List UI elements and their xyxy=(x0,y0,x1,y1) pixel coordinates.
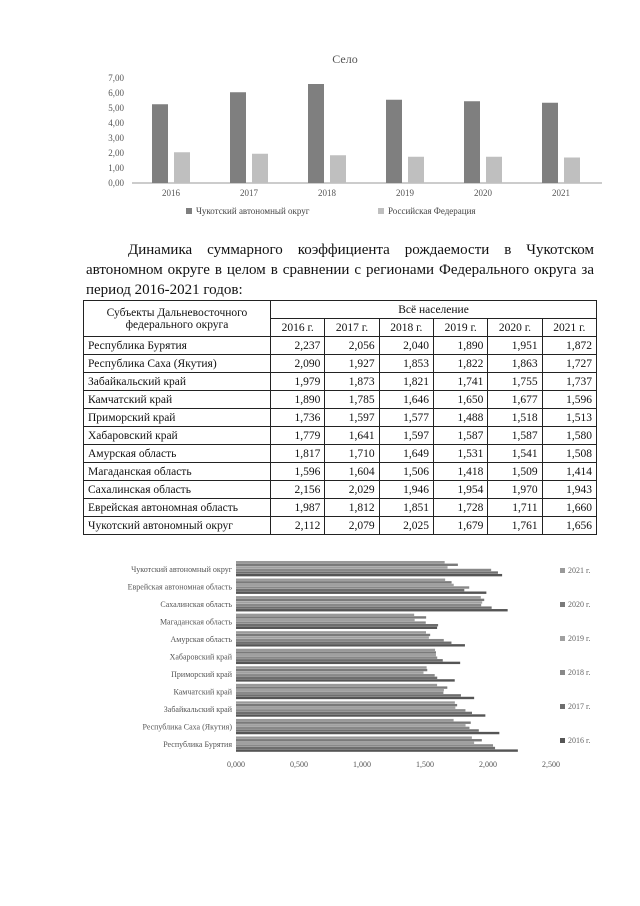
table-cell-value: 1,727 xyxy=(542,355,596,373)
fertility-table xyxy=(83,300,597,535)
bar-year-2021 xyxy=(236,701,455,703)
bar-year-2019 xyxy=(236,671,423,673)
table-cell-value: 2,029 xyxy=(325,481,379,499)
table-cell-value: 2,025 xyxy=(379,517,433,535)
y-tick-label: 3,00 xyxy=(108,133,124,143)
bar-year-2019 xyxy=(236,619,415,621)
table-cell-value: 1,509 xyxy=(488,463,542,481)
table-cell-value: 1,488 xyxy=(433,409,487,427)
y-category-label: Приморский край xyxy=(171,670,232,680)
header-year: 2019 г. xyxy=(433,319,487,337)
bar-year-2020 xyxy=(236,634,430,636)
y-category-label: Республика Саха (Якутия) xyxy=(142,722,232,732)
table-cell-value: 1,812 xyxy=(325,499,379,517)
legend-swatch xyxy=(560,602,565,607)
bar-year-2016 xyxy=(236,697,474,699)
bar-year-2018 xyxy=(236,744,493,746)
x-tick-label: 2,500 xyxy=(542,760,560,769)
bar-year-2019 xyxy=(236,742,474,744)
bar-year-2018 xyxy=(236,709,465,711)
table-cell-value: 1,779 xyxy=(271,427,325,445)
y-category-label: Сахалинская область xyxy=(160,599,232,609)
bar-year-2021 xyxy=(236,719,454,721)
x-tick-label: 2021 xyxy=(552,188,570,198)
bar-year-2019 xyxy=(236,566,448,568)
table-row xyxy=(84,517,597,535)
table-cell-value: 1,954 xyxy=(433,481,487,499)
bar-year-2021 xyxy=(236,684,437,686)
legend-swatch-russia xyxy=(378,208,384,214)
table-cell-value: 1,597 xyxy=(325,409,379,427)
table-cell-value: 1,970 xyxy=(488,481,542,499)
bar-year-2021 xyxy=(236,596,481,598)
table-cell-value: 1,508 xyxy=(542,445,596,463)
legend-label: 2021 г. xyxy=(568,566,591,575)
legend-swatch xyxy=(560,738,565,743)
header-year: 2018 г. xyxy=(379,319,433,337)
y-tick-label: 4,00 xyxy=(108,118,124,128)
bar-year-2019 xyxy=(236,689,444,691)
bar-year-2021 xyxy=(236,631,426,633)
table-cell-value: 1,987 xyxy=(271,499,325,517)
table-cell-value: 1,679 xyxy=(433,517,487,535)
table-cell-value: 1,677 xyxy=(488,391,542,409)
bar-year-2020 xyxy=(236,599,484,601)
bar-year-2017 xyxy=(236,624,438,626)
table-cell-value: 1,872 xyxy=(542,337,596,355)
table-cell-value: 1,890 xyxy=(433,337,487,355)
y-tick-label: 1,00 xyxy=(108,163,124,173)
table-cell-value: 2,156 xyxy=(271,481,325,499)
table-cell-value: 1,821 xyxy=(379,373,433,391)
bar-year-2016 xyxy=(236,592,486,594)
chart-title: Село xyxy=(332,52,358,66)
y-tick-label: 0,00 xyxy=(108,178,124,188)
bar-year-2019 xyxy=(236,636,429,638)
y-category-label: Магаданская область xyxy=(159,617,232,627)
table-cell-value: 1,890 xyxy=(271,391,325,409)
table-row xyxy=(84,355,597,373)
legend-label: 2020 г. xyxy=(568,600,591,609)
legend-swatch xyxy=(560,568,565,573)
table-cell-value: 1,656 xyxy=(542,517,596,535)
legend-label-russia: Российская Федерация xyxy=(388,206,476,216)
bar-year-2020 xyxy=(236,564,458,566)
table-cell-value: 1,580 xyxy=(542,427,596,445)
table-row xyxy=(84,481,597,499)
table-cell-value: 1,414 xyxy=(542,463,596,481)
bar-year-2017 xyxy=(236,589,464,591)
x-tick-label: 2016 xyxy=(162,188,180,198)
table-cell-value: 2,079 xyxy=(325,517,379,535)
bar-year-2021 xyxy=(236,649,435,651)
table-cell-value: 1,646 xyxy=(379,391,433,409)
y-category-label: Чукотский автономный округ xyxy=(131,564,232,574)
y-tick-label: 5,00 xyxy=(108,103,124,113)
legend-label: 2019 г. xyxy=(568,634,591,643)
region-name: Магаданская область xyxy=(84,463,271,481)
bar-chukotka xyxy=(464,101,480,183)
x-tick-label: 1,000 xyxy=(353,760,371,769)
table-row xyxy=(84,409,597,427)
legend-label-chukotka: Чукотский автономный округ xyxy=(196,206,310,216)
table-cell-value: 1,863 xyxy=(488,355,542,373)
x-tick-label: 1,500 xyxy=(416,760,434,769)
y-category-label: Еврейская автономная область xyxy=(127,582,232,592)
table-cell-value: 1,741 xyxy=(433,373,487,391)
y-tick-label: 2,00 xyxy=(108,148,124,158)
bar-year-2019 xyxy=(236,601,482,603)
table-cell-value: 1,946 xyxy=(379,481,433,499)
y-category-label: Республика Бурятия xyxy=(163,740,232,750)
table-cell-value: 1,531 xyxy=(433,445,487,463)
bar-year-2020 xyxy=(236,686,447,688)
table-cell-value: 1,851 xyxy=(379,499,433,517)
table-cell-value: 1,943 xyxy=(542,481,596,499)
bar-year-2017 xyxy=(236,712,472,714)
bar-russia xyxy=(564,158,580,184)
bar-year-2016 xyxy=(236,662,460,664)
bar-year-2017 xyxy=(236,606,492,608)
table-cell-value: 1,710 xyxy=(325,445,379,463)
bar-year-2020 xyxy=(236,739,482,741)
table-row xyxy=(84,391,597,409)
x-tick-label: 2020 xyxy=(474,188,492,198)
y-tick-label: 6,00 xyxy=(108,88,124,98)
table-cell-value: 1,513 xyxy=(542,409,596,427)
table-cell-value: 1,817 xyxy=(271,445,325,463)
bar-year-2016 xyxy=(236,732,499,734)
table-row xyxy=(84,373,597,391)
bar-year-2016 xyxy=(236,749,518,751)
legend-swatch xyxy=(560,636,565,641)
bar-year-2016 xyxy=(236,644,465,646)
y-category-label: Забайкальский край xyxy=(163,705,232,715)
x-tick-label: 2019 xyxy=(396,188,414,198)
bar-year-2021 xyxy=(236,579,445,581)
table-cell-value: 1,587 xyxy=(488,427,542,445)
header-all-population: Всё население xyxy=(271,301,597,319)
y-tick-label: 7,00 xyxy=(108,73,124,83)
table-row xyxy=(84,445,597,463)
table-cell-value: 1,660 xyxy=(542,499,596,517)
bar-year-2020 xyxy=(236,704,457,706)
bar-chukotka xyxy=(542,103,558,183)
table-cell-value: 1,649 xyxy=(379,445,433,463)
bar-chukotka xyxy=(152,104,168,183)
bar-russia xyxy=(408,157,424,183)
bar-year-2020 xyxy=(236,616,426,618)
bar-year-2017 xyxy=(236,694,461,696)
table-cell-value: 2,237 xyxy=(271,337,325,355)
table-cell-value: 1,755 xyxy=(488,373,542,391)
table-cell-value: 1,927 xyxy=(325,355,379,373)
table-cell-value: 1,951 xyxy=(488,337,542,355)
bar-year-2019 xyxy=(236,707,455,709)
region-name: Хабаровский край xyxy=(84,427,271,445)
bar-year-2016 xyxy=(236,574,502,576)
bar-year-2017 xyxy=(236,659,443,661)
table-cell-value: 1,650 xyxy=(433,391,487,409)
x-tick-label: 2017 xyxy=(240,188,258,198)
table-cell-value: 2,090 xyxy=(271,355,325,373)
bar-russia xyxy=(174,152,190,183)
table-cell-value: 1,604 xyxy=(325,463,379,481)
bar-year-2019 xyxy=(236,654,436,656)
region-name: Амурская область xyxy=(84,445,271,463)
table-cell-value: 2,040 xyxy=(379,337,433,355)
region-name: Чукотский автономный округ xyxy=(84,517,271,535)
table-row xyxy=(84,463,597,481)
legend-swatch-chukotka xyxy=(186,208,192,214)
bar-year-2020 xyxy=(236,669,427,671)
bar-year-2020 xyxy=(236,581,452,583)
bar-chukotka xyxy=(230,92,246,183)
y-category-label: Амурская область xyxy=(170,634,232,644)
bar-year-2018 xyxy=(236,657,437,659)
x-tick-label: 0,000 xyxy=(227,760,245,769)
bar-year-2017 xyxy=(236,677,437,679)
bar-year-2016 xyxy=(236,609,508,611)
table-cell-value: 1,737 xyxy=(542,373,596,391)
table-cell-value: 1,873 xyxy=(325,373,379,391)
table-cell-value: 1,596 xyxy=(542,391,596,409)
region-name: Республика Бурятия xyxy=(84,337,271,355)
bar-russia xyxy=(330,155,346,183)
bar-russia xyxy=(252,154,268,183)
legend-swatch xyxy=(560,670,565,675)
region-name: Забайкальский край xyxy=(84,373,271,391)
bar-year-2021 xyxy=(236,666,427,668)
bar-year-2021 xyxy=(236,614,414,616)
table-cell-value: 1,597 xyxy=(379,427,433,445)
table-cell-value: 2,112 xyxy=(271,517,325,535)
table-cell-value: 1,587 xyxy=(433,427,487,445)
bar-year-2020 xyxy=(236,722,471,724)
table-cell-value: 1,736 xyxy=(271,409,325,427)
bar-year-2019 xyxy=(236,724,466,726)
table-cell-value: 1,853 xyxy=(379,355,433,373)
table-cell-value: 1,577 xyxy=(379,409,433,427)
header-year: 2017 г. xyxy=(325,319,379,337)
bar-year-2016 xyxy=(236,714,485,716)
table-cell-value: 1,506 xyxy=(379,463,433,481)
header-year: 2021 г. xyxy=(542,319,596,337)
bar-russia xyxy=(486,157,502,183)
table-cell-value: 1,518 xyxy=(488,409,542,427)
bar-year-2018 xyxy=(236,692,443,694)
bar-year-2018 xyxy=(236,674,435,676)
bar-year-2018 xyxy=(236,586,469,588)
bar-year-2021 xyxy=(236,561,445,563)
y-category-label: Хабаровский край xyxy=(169,652,232,662)
x-tick-label: 0,500 xyxy=(290,760,308,769)
header-year: 2016 г. xyxy=(271,319,325,337)
bar-chukotka xyxy=(386,100,402,183)
bar-year-2020 xyxy=(236,651,436,653)
table-cell-value: 1,641 xyxy=(325,427,379,445)
table-cell-value: 1,761 xyxy=(488,517,542,535)
table-row xyxy=(84,427,597,445)
y-category-label: Камчатский край xyxy=(173,687,232,697)
region-name: Сахалинская область xyxy=(84,481,271,499)
bar-year-2017 xyxy=(236,747,495,749)
bar-year-2018 xyxy=(236,569,491,571)
bar-year-2017 xyxy=(236,571,498,573)
table-caption: Динамика суммарного коэффициента рождаемости в Чукотском автономном округе в целом в сравнении с регионами Федерального округа за период 2016-2021 годов: xyxy=(86,242,594,298)
x-tick-label: 2,000 xyxy=(479,760,497,769)
x-tick-label: 2018 xyxy=(318,188,336,198)
legend-label: 2017 г. xyxy=(568,702,591,711)
bar-year-2021 xyxy=(236,736,472,738)
bar-year-2018 xyxy=(236,604,481,606)
bar-year-2016 xyxy=(236,627,437,629)
bar-year-2018 xyxy=(236,727,469,729)
table-cell-value: 1,728 xyxy=(433,499,487,517)
legend-label: 2016 г. xyxy=(568,736,591,745)
bar-year-2019 xyxy=(236,584,454,586)
table-cell-value: 1,418 xyxy=(433,463,487,481)
region-name: Приморский край xyxy=(84,409,271,427)
rural-fertility-chart xyxy=(90,50,610,225)
bar-chukotka xyxy=(308,84,324,183)
table-cell-value: 1,596 xyxy=(271,463,325,481)
table-cell-value: 1,785 xyxy=(325,391,379,409)
bar-year-2018 xyxy=(236,639,444,641)
table-cell-value: 1,711 xyxy=(488,499,542,517)
header-subject: Субъекты Дальневосточного федерального округа xyxy=(84,301,271,337)
table-cell-value: 1,979 xyxy=(271,373,325,391)
bar-year-2017 xyxy=(236,729,479,731)
bar-year-2017 xyxy=(236,642,451,644)
header-year: 2020 г. xyxy=(488,319,542,337)
region-name: Республика Саха (Якутия) xyxy=(84,355,271,373)
table-cell-value: 1,541 xyxy=(488,445,542,463)
table-cell-value: 1,822 xyxy=(433,355,487,373)
bar-year-2018 xyxy=(236,621,426,623)
region-name: Камчатский край xyxy=(84,391,271,409)
bar-year-2016 xyxy=(236,679,455,681)
regions-fertility-chart xyxy=(60,548,620,778)
legend-swatch xyxy=(560,704,565,709)
table-row xyxy=(84,499,597,517)
table-row xyxy=(84,337,597,355)
legend-label: 2018 г. xyxy=(568,668,591,677)
table-cell-value: 2,056 xyxy=(325,337,379,355)
region-name: Еврейская автономная область xyxy=(84,499,271,517)
